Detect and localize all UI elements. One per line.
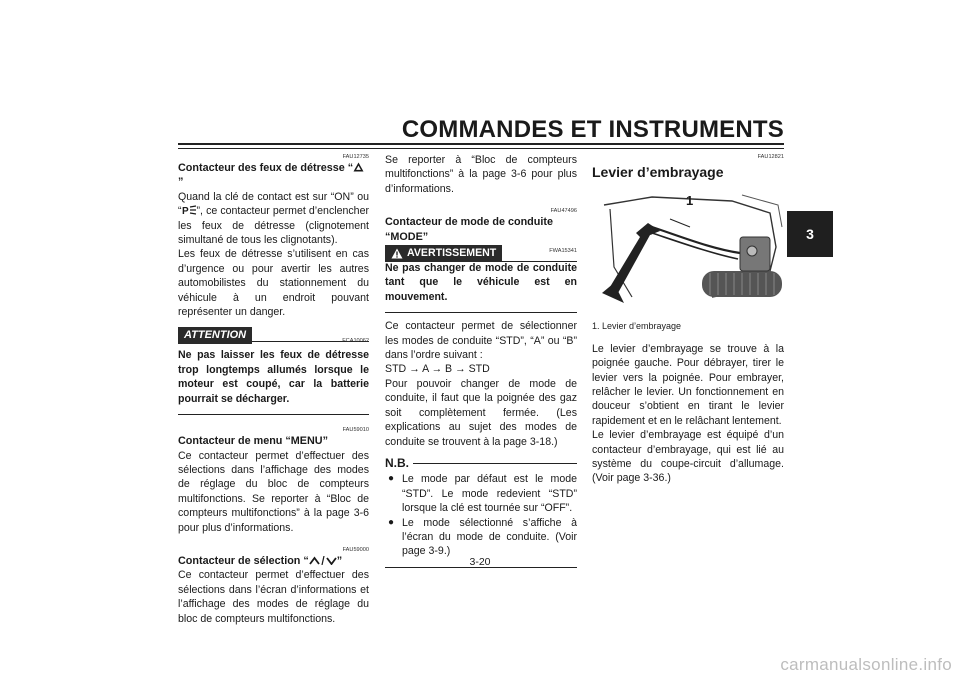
ref-code: FAU59010 [342, 427, 369, 434]
page-number: 3-20 [469, 556, 491, 568]
column-right [592, 148, 784, 486]
warning-ref: FWA15341 [549, 248, 577, 255]
clutch-paragraph-2: Le levier d’embrayage est équipé d’un contacteur d’embrayage, qui est lié au système du coupe-circuit d’allumage. (Voir page 3-36.) [592, 429, 784, 485]
title-text: Contacteur de sélection “ [178, 554, 309, 567]
hazard-switch-title [178, 161, 369, 190]
list-item: ● Le mode sélectionné s’affiche à l’écran du mode de conduite. (Voir page 3-9.) [385, 516, 577, 559]
attention-end-rule [178, 414, 369, 415]
menu-switch-title: Contacteur de menu “MENU” [178, 435, 328, 448]
menu-switch-body: Ce contacteur permet d’effectuer des sélections dans l’affichage des modes de réglage du bloc de compteurs multifonctions. Se reporter à “Bloc de compteurs multifonctions” à la page 3-6 pour plus d’informations. [178, 449, 369, 534]
column-middle [385, 153, 577, 568]
para-text: Quand la clé de contact est sur “ON” ou “ [178, 190, 369, 218]
hazard-warning-icon [353, 162, 364, 172]
attention-body: Ne pas laisser les feux de détresse trop longtemps allumés lorsque le moteur est coupé, car la batterie pourrait se décharger. [178, 349, 369, 405]
mode-paragraph-2: Pour pouvoir changer de mode de conduite, il faut que la poignée des gaz soit complètement fermée. (Les explications au sujet des modes de conduite se trouvent à la page 3-18.) [385, 377, 577, 448]
svg-text:P: P [181, 206, 189, 216]
page-title: COMMANDES ET INSTRUMENTS [401, 116, 784, 143]
title-text: Contacteur des feux de détresse “ [178, 162, 354, 174]
note-label: N.B. [385, 455, 409, 470]
select-switch-body: Ce contacteur permet d’effectuer des sélections dans l’écran d’informations et l’affichage des modes de réglage du bloc de compteurs multifonctions. [178, 569, 369, 625]
warning-label-text: AVERTISSEMENT [407, 247, 497, 260]
note-header [385, 456, 577, 470]
header-rule [178, 143, 784, 145]
continued-paragraph: Se reporter à “Bloc de compteurs multifonctions” à la page 3-6 pour plus d’informations. [385, 154, 577, 195]
mode-paragraph-1: Ce contacteur permet de sélectionner les modes de conduite “STD”, “A” ou “B” dans l’ordre suivant : [385, 320, 577, 362]
ref-code: FAU12735 [342, 154, 369, 160]
column-left [178, 148, 369, 626]
title-text-end: ” [178, 176, 184, 189]
clutch-lever-title: Levier d’embrayage [592, 164, 724, 180]
attention-label: ATTENTION [178, 327, 252, 344]
hazard-switch-paragraph-2: Les feux de détresse s’utilisent en cas d’urgence ou pour avertir les autres automobilistes du stationnement du véhicule à un endroit pouvant représenter un danger. [178, 248, 369, 319]
list-item: ● Le mode par défaut est le mode “STD”. Le mode redevient “STD” lorsque la clé est tournée sur “OFF”. [385, 472, 577, 515]
warning-body: Ne pas changer de mode de conduite tant que le véhicule est en mouvement. [385, 262, 577, 303]
title-text-end: ” [336, 554, 343, 567]
warning-triangle-icon [391, 248, 403, 259]
note-list [385, 472, 577, 558]
ref-code: FAU59000 [342, 546, 369, 553]
para-text-end: ”, ce contacteur permet d’enclencher les feux de détresse (clignotement simultané de tous les clignotants). [178, 205, 369, 247]
parking-light-icon [182, 205, 197, 215]
ref-code: FAU12821 [757, 154, 784, 160]
warning-label [385, 245, 502, 262]
chapter-tab: 3 [787, 211, 833, 257]
attention-header [178, 327, 369, 344]
ref-code: FAU47496 [550, 208, 577, 215]
warning-end-rule [385, 312, 577, 313]
figure-caption: 1. Levier d’embrayage [592, 321, 682, 332]
figure-callout: 1 [686, 193, 694, 208]
mode-switch-title: Contacteur de mode de conduite “MODE” [385, 216, 553, 243]
hazard-switch-paragraph-1 [178, 190, 369, 248]
attention-ref: FCA10062 [342, 338, 369, 345]
watermark: carmanualsonline.info [780, 655, 952, 674]
mode-sequence: STD → A → B → STD [385, 363, 490, 376]
clutch-paragraph-1: Le levier d’embrayage se trouve à la poignée gauche. Pour débrayer, tirer le levier vers la poignée. Pour embrayer, relâcher le levier. Un fonctionnement en douceur s’obtient en tirant le levier rapidement et en le relâchant lentement. [592, 342, 784, 427]
note-rule [413, 463, 577, 464]
